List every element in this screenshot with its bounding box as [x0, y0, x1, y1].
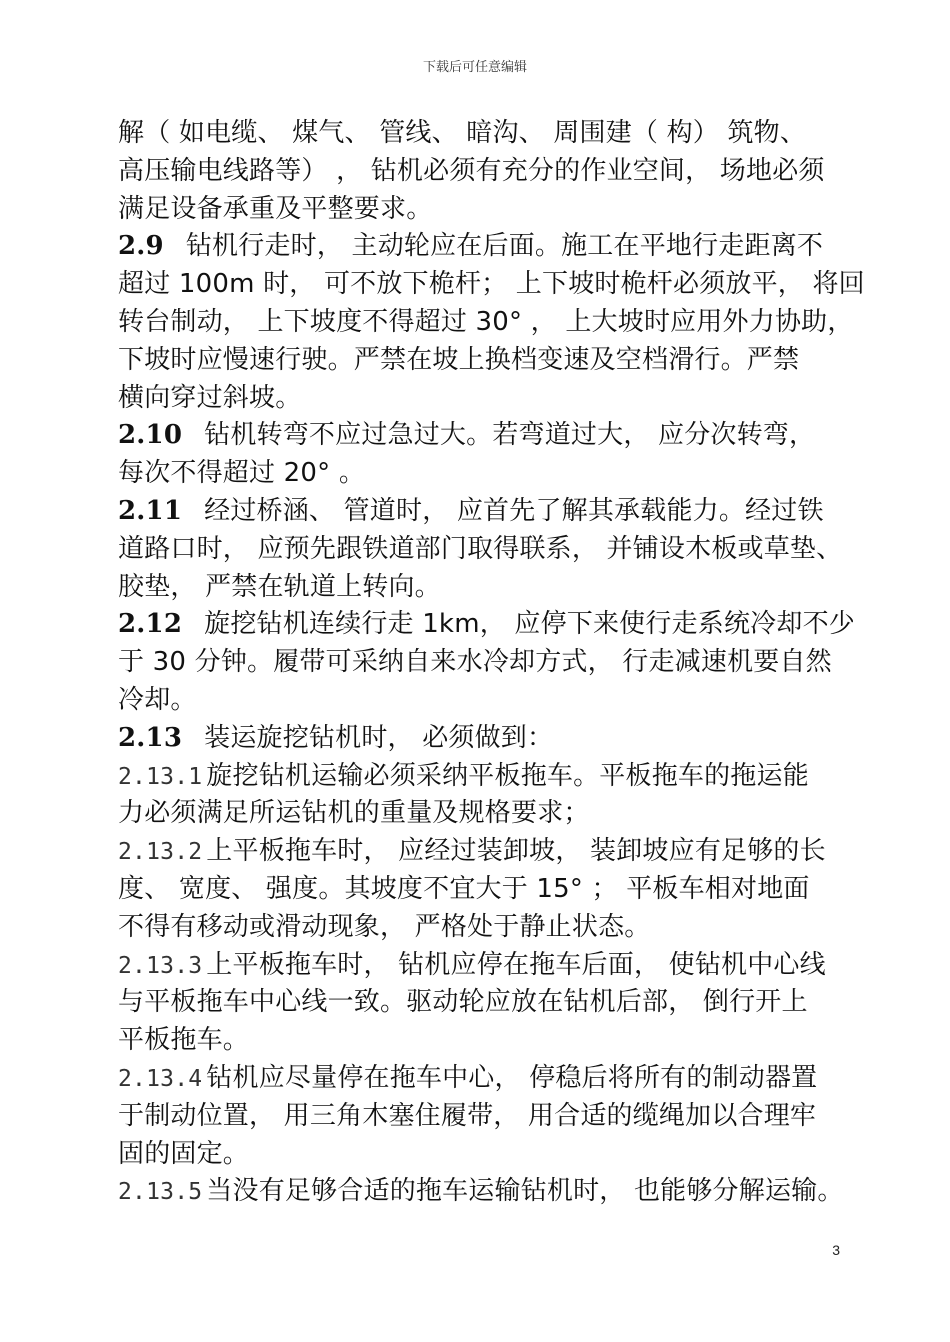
text-line [118, 1060, 858, 1098]
line-text: 高压输电线路等） ， 钻机必须有充分的作业空间， 场地必须 [118, 155, 825, 186]
line-text: 下坡时应慢速行驶。严禁在坡上换档变速及空档滑行。严禁 [118, 344, 800, 375]
text-line [118, 304, 858, 342]
line-text: 横向穿过斜坡。 [118, 382, 302, 413]
line-text: 度、 宽度、 强度。其坡度不宜大于 15° ； 平板车相对地面 [118, 873, 810, 904]
subsection-number: 2.13.1 [118, 763, 203, 790]
text-line [118, 644, 858, 682]
text-line [118, 115, 858, 153]
line-text: 超过 100m 时， 可不放下桅杆； 上下坡时桅杆必须放平， 将回 [118, 269, 865, 300]
text-line [118, 606, 858, 644]
subsection-number: 2.13.4 [118, 1065, 203, 1092]
text-line [118, 1136, 858, 1174]
line-text: 固的固定。 [118, 1138, 250, 1169]
section-number: 2.13 [118, 722, 183, 753]
text-line [118, 947, 858, 985]
text-line [118, 1022, 858, 1060]
text-line [118, 758, 858, 796]
text-line [118, 380, 858, 418]
text-line [118, 417, 858, 455]
section-number: 2.12 [118, 609, 183, 640]
line-text: 满足设备承重及平整要求。 [118, 193, 433, 224]
line-text: 旋挖钻机运输必须采纳平板拖车。平板拖车的拖运能 [206, 760, 809, 791]
text-line [118, 909, 858, 947]
text-line [118, 153, 858, 191]
line-text: 与平板拖车中心线一致。驱动轮应放在钻机后部， 倒行开上 [118, 987, 808, 1018]
subsection-number: 2.13.2 [118, 839, 203, 866]
section-number: 2.10 [118, 420, 183, 451]
line-text: 平板拖车。 [118, 1025, 250, 1056]
text-line [118, 228, 858, 266]
line-text: 解（ 如电缆、 煤气、 管线、 暗沟、 周围建（ 构） 筑物、 [118, 118, 807, 148]
line-text: 当没有足够合适的拖车运输钻机时， 也能够分解运输。 [206, 1176, 844, 1207]
line-text: 于制动位置， 用三角木塞住履带， 用合适的缆绳加以合理牢 [118, 1100, 817, 1131]
text-line [118, 531, 858, 569]
text-line [118, 1173, 858, 1211]
text-line [118, 984, 858, 1022]
text-line [118, 871, 858, 909]
line-text: 不得有移动或滑动现象， 严格处于静止状态。 [118, 911, 651, 942]
line-text: 上平板拖车时， 钻机应停在拖车后面， 使钻机中心线 [206, 949, 826, 980]
text-line [118, 720, 858, 758]
text-line [118, 342, 858, 380]
line-text: 胶垫， 严禁在轨道上转向。 [118, 571, 441, 602]
section-number: 2.9 [118, 231, 164, 262]
text-line [118, 455, 858, 493]
text-line [118, 682, 858, 720]
line-text: 道路口时， 应预先跟铁道部门取得联系， 并铺设木板或草垫、 [118, 533, 843, 564]
text-line [118, 795, 858, 833]
line-text: 装运旋挖钻机时， 必须做到： [204, 722, 554, 753]
line-text: 钻机转弯不应过急过大。若弯道过大， 应分次转弯， [204, 420, 816, 451]
text-line [118, 493, 858, 531]
subsection-number: 2.13.5 [118, 1179, 203, 1206]
line-text: 旋挖钻机连续行走 1km， 应停下来使行走系统冷却不少 [204, 609, 855, 640]
line-text: 于 30 分钟。履带可采纳自来水冷却方式， 行走减速机要自然 [118, 647, 832, 678]
line-text: 钻机应尽量停在拖车中心， 停稳后将所有的制动器置 [206, 1062, 818, 1093]
line-text: 力必须满足所运钻机的重量及规格要求； [118, 798, 590, 829]
line-text: 每次不得超过 20° 。 [118, 458, 366, 489]
text-line [118, 266, 865, 304]
text-line [118, 833, 858, 871]
line-text: 冷却。 [118, 684, 197, 715]
text-line [118, 191, 858, 229]
text-line [118, 569, 858, 607]
subsection-number: 2.13.3 [118, 952, 203, 979]
line-text: 钻机行走时， 主动轮应在后面。施工在平地行走距离不 [185, 231, 824, 262]
section-number: 2.11 [118, 495, 183, 526]
line-text: 上平板拖车时， 应经过装卸坡， 装卸坡应有足够的长 [206, 836, 826, 867]
text-line [118, 1098, 858, 1136]
document-body [118, 115, 865, 1211]
page-number: 3 [832, 1242, 840, 1258]
line-text: 转台制动， 上下坡度不得超过 30° ， 上大坡时应用外力协助， [118, 306, 854, 337]
line-text: 经过桥涵、 管道时， 应首先了解其承载能力。经过铁 [204, 495, 824, 526]
page-header: 下载后可任意编辑 [422, 60, 527, 75]
